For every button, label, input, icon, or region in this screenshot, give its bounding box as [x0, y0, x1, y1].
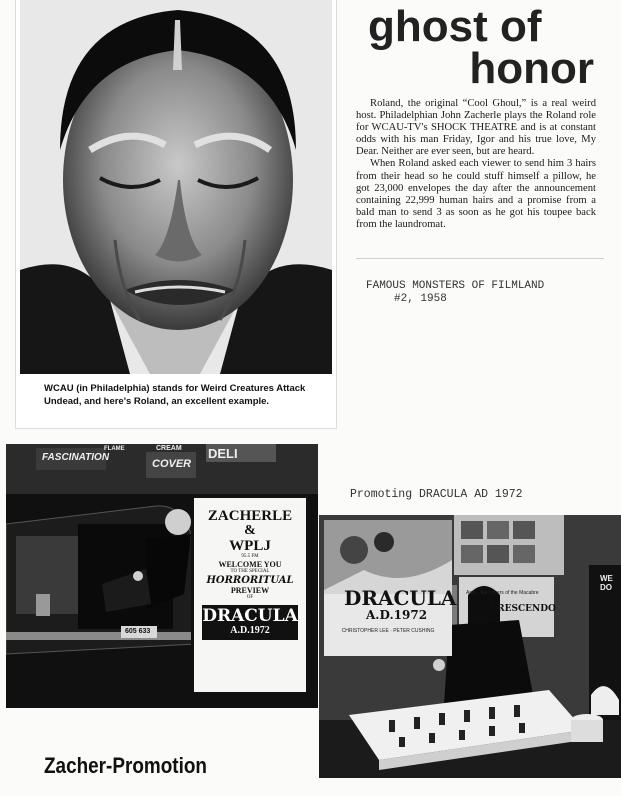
source-publication: FAMOUS MONSTERS OF FILMLAND: [366, 280, 545, 292]
store-sign-cream: CREAM: [156, 445, 182, 452]
store-sign-deli: DELI: [208, 446, 238, 461]
portrait-caption: WCAU (in Philadelphia) stands for Weird Creatures Attack Undead, and here's Roland, an excellent example.: [44, 383, 306, 407]
article-paragraph: Roland, the original “Cool Ghoul,” is a real weird host. Philadelphian John Zacherle plays the Roland role for WCAU-TV's SHOCK THEATRE and is at constant odds with his man Friday, Igor and his true love, My Dear. Neither are ever seen, but are heard.: [356, 98, 596, 158]
headline-line-2: honor: [469, 44, 594, 93]
sign-frequency: 95.5 FM: [241, 554, 259, 559]
crescendo-sign: CRESCENDO: [490, 604, 556, 614]
sign-welcome: WELCOME YOU: [218, 560, 282, 569]
sign-zacherle: ZACHERLE: [207, 508, 293, 524]
sign-dracula: DRACULA: [202, 606, 298, 626]
poster-subtitle: A.D.1972: [366, 608, 428, 622]
article-body: [356, 98, 596, 231]
sign-horroritual: HORRORITUAL: [206, 575, 294, 586]
sign-ampersand: &: [244, 523, 256, 538]
roland-portrait-photo: [20, 0, 332, 374]
poster-credit: CHRISTOPHER LEE · PETER CUSHING: [341, 628, 435, 634]
sign-of: OF: [246, 595, 254, 600]
portrait-clipping: [16, 0, 336, 428]
sign-dracula-panel: [202, 605, 298, 640]
sign-to-the-special: TO THE SPECIAL: [230, 569, 270, 574]
welcome-sign-board: [191, 495, 309, 695]
article-headline: [364, 2, 600, 93]
poster-title: DRACULA: [344, 586, 457, 610]
lovers-macabre-sign: And... the Lovers of the Macabre: [466, 590, 539, 596]
article-paragraph: When Roland asked each viewer to send him 3 hairs from their head so he could stuff himself a pillow, he got 23,000 envelopes the day after the announcement containing 22,999 human hairs and a promise from a bald man to send 3 as soon as he got his toupee back from the laundromat.: [356, 158, 596, 230]
source-note: [366, 280, 606, 306]
article-divider: [356, 258, 604, 259]
license-plate: 605 633: [125, 628, 151, 635]
sign-preview: PREVIEW: [230, 586, 270, 595]
dracula-photo-caption: Promoting DRACULA AD 1972: [350, 488, 523, 501]
store-sign-fascination: FASCINATION: [42, 452, 110, 463]
we-do-sign: WE DO: [600, 574, 613, 592]
source-issue: #2, 1958: [394, 293, 447, 305]
store-sign-cover: COVER: [152, 458, 192, 470]
sign-ad-1972: A.D.1972: [230, 625, 270, 636]
portrait-illustration: [20, 0, 332, 374]
headline-line-1: ghost of: [368, 2, 542, 51]
sign-wplj: WPLJ: [229, 538, 271, 554]
store-sign-flame: FLAME: [104, 446, 125, 452]
footer-title: Zacher-Promotion: [44, 753, 207, 778]
